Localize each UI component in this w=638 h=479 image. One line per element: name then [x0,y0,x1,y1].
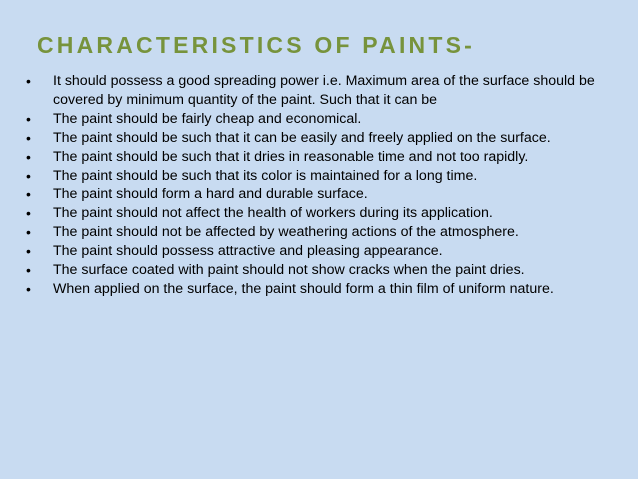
bullet-item [24,280,604,299]
bullet-text: The paint should not be affected by weathering actions of the atmosphere. [53,224,519,241]
bullet-text: The paint should not affect the health of workers during its application. [53,205,493,222]
bullet-text: It should possess a good spreading power i.e. Maximum area of the surface should be covered by minimum quantity of the paint. Such that it can be [53,73,595,108]
bullet-icon: • [26,73,31,89]
bullet-icon: • [26,129,31,146]
bullet-item [24,261,604,280]
bullet-text: When applied on the surface, the paint should form a thin film of uniform nature. [53,280,554,297]
bullet-text: The surface coated with paint should not show cracks when the paint dries. [53,262,525,279]
bullet-icon: • [26,205,31,222]
bullet-icon: • [26,243,31,260]
bullet-icon: • [26,148,31,165]
bullet-item [24,72,604,110]
bullet-list [24,72,604,299]
bullet-text: The paint should be fairly cheap and economical. [53,110,362,127]
bullet-icon: • [26,224,31,241]
bullet-text: The paint should be such that it dries in reasonable time and not too rapidly. [53,148,529,165]
bullet-text: The paint should be such that its color is maintained for a long time. [53,167,478,184]
bullet-item [24,204,604,223]
bullet-item [24,185,604,204]
bullet-text: The paint should be such that it can be easily and freely applied on the surface. [53,129,551,146]
slide-title: CHARACTERISTICS OF PAINTS- [37,32,475,58]
bullet-item [24,148,604,167]
bullet-item [24,110,604,129]
bullet-icon: • [26,167,31,184]
bullet-item [24,129,604,148]
bullet-icon: • [26,262,31,279]
bullet-item [24,242,604,261]
bullet-text: The paint should form a hard and durable surface. [53,186,368,203]
bullet-icon: • [26,280,31,297]
bullet-item [24,167,604,186]
bullet-text: The paint should possess attractive and pleasing appearance. [53,243,443,260]
bullet-icon: • [26,110,31,127]
bullet-item [24,223,604,242]
bullet-icon: • [26,186,31,203]
